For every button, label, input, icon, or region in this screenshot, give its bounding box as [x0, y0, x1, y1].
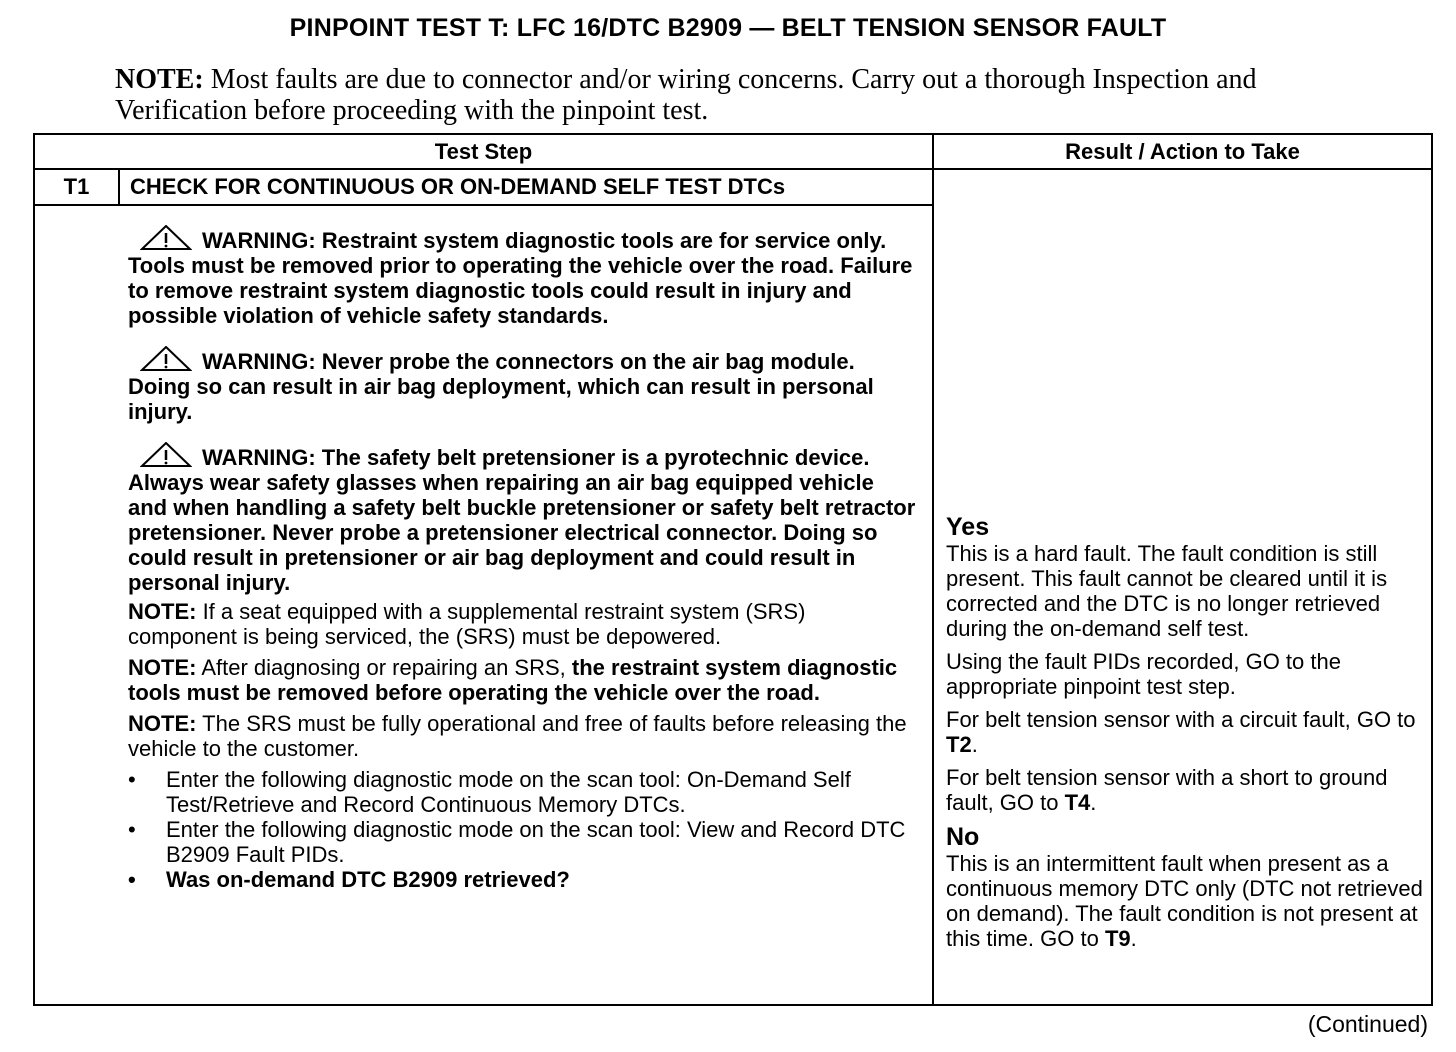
test-step-content — [128, 225, 918, 892]
result-yes-p4-text: For belt tension sensor with a short to ground fault, GO to — [946, 765, 1388, 815]
result-no-label: No — [946, 823, 980, 851]
result-yes-label: Yes — [946, 513, 990, 541]
bullet-item — [128, 817, 918, 867]
bullet-dot-icon: • — [128, 767, 136, 792]
header-result-action: Result / Action to Take — [1065, 139, 1300, 164]
warning-3 — [128, 442, 918, 595]
note-3-label: NOTE: — [128, 711, 197, 736]
result-yes-p3: For belt tension sensor with a circuit fault, GO to T2. — [946, 707, 1416, 757]
note-1-label: NOTE: — [128, 599, 197, 624]
note-2-label: NOTE: — [128, 655, 197, 680]
warning-triangle-icon — [140, 225, 192, 251]
note-3-text: The SRS must be fully operational and free of faults before releasing the vehicle to the customer. — [128, 711, 907, 761]
goto-t4-link[interactable]: T4 — [1064, 790, 1091, 815]
result-yes-p1: This is a hard fault. The fault condition is still present. This fault cannot be cleared until it is corrected and the DTC is no longer retrieved during the on-demand self test. — [946, 541, 1388, 641]
result-action-content — [946, 513, 1431, 951]
warning-1 — [128, 225, 918, 328]
bullet-dot-icon: • — [128, 867, 136, 892]
result-yes-p2: Using the fault PIDs recorded, GO to the appropriate pinpoint test step. — [946, 649, 1341, 699]
bullet-dot-icon: • — [128, 817, 136, 842]
step-title-divider — [35, 204, 932, 206]
intro-note-text: Most faults are due to connector and/or wiring concerns. Carry out a thorough Inspection and Verification before proceeding with the pinpoint test. — [115, 64, 1257, 126]
goto-t9-link[interactable]: T9 — [1104, 926, 1131, 951]
bullet-1-text: Enter the following diagnostic mode on the scan tool: On-Demand Self Test/Retrieve and Record Continuous Memory DTCs. — [166, 767, 851, 817]
note-2-bold-text: the restraint system diagnostic tools must be removed before operating the vehicle over the road. — [128, 655, 898, 705]
warning-3-text: WARNING: The safety belt pretensioner is a pyrotechnic device. Always wear safety glasses when repairing an air bag equipped vehicle and when handling a safety belt buckle pretensioner or safety belt retractor pretensioner. Never probe a pretensioner electrical connector. Doing so could result in pretensioner or air bag deployment and could result in personal injury. — [128, 445, 916, 595]
bullet-item — [128, 767, 918, 817]
note-3 — [128, 711, 918, 761]
warning-1-text: WARNING: Restraint system diagnostic tools are for service only. Tools must be removed prior to operating the vehicle over the road. Failure to remove restraint system diagnostic tools could result in injury and possible violation of vehicle safety standards. — [128, 228, 913, 328]
intro-note-label: NOTE: — [115, 64, 204, 95]
result-yes-p4: For belt tension sensor with a short to ground fault, GO to T4. — [946, 765, 1388, 815]
pinpoint-test-table — [33, 133, 1433, 1006]
step-title: CHECK FOR CONTINUOUS OR ON-DEMAND SELF TEST DTCs — [130, 174, 786, 199]
bullet-3-text: Was on-demand DTC B2909 retrieved? — [166, 867, 570, 892]
column-divider — [932, 135, 934, 1004]
header-test-step: Test Step — [434, 139, 533, 164]
goto-t2-link[interactable]: T2 — [946, 732, 972, 757]
warning-triangle-icon — [140, 442, 192, 468]
result-yes-p3-text: For belt tension sensor with a circuit fault, GO to — [946, 707, 1416, 732]
page-title: PINPOINT TEST T: LFC 16/DTC B2909 — BELT TENSION SENSOR FAULT — [289, 14, 1167, 42]
bullet-item — [128, 867, 918, 892]
warning-2-text: WARNING: Never probe the connectors on the air bag module. Doing so can result in air bag deployment, which can result in personal injury. — [128, 349, 874, 424]
note-1-text: If a seat equipped with a supplemental restraint system (SRS) component is being serviced, the (SRS) must be depowered. — [128, 599, 806, 649]
continued-label: (Continued) — [1307, 1011, 1428, 1037]
bullet-2-text: Enter the following diagnostic mode on the scan tool: View and Record DTC B2909 Fault PIDs. — [166, 817, 906, 867]
note-2-text: After diagnosing or repairing an SRS, — [196, 655, 572, 680]
result-no-text-block: This is an intermittent fault when present as a continuous memory DTC only (DTC not retrieved on demand). The fault condition is not present at this time. GO to T9. — [946, 851, 1423, 951]
step-id: T1 — [63, 174, 90, 199]
step-id-divider — [118, 170, 120, 204]
note-2 — [128, 655, 918, 705]
warning-triangle-icon — [140, 346, 192, 372]
note-1 — [128, 599, 918, 649]
result-no-text: This is an intermittent fault when present as a continuous memory DTC only (DTC not retrieved on demand). The fault condition is not present at this time. GO to — [946, 851, 1423, 951]
warning-2 — [128, 346, 918, 424]
intro-note — [115, 64, 1315, 126]
